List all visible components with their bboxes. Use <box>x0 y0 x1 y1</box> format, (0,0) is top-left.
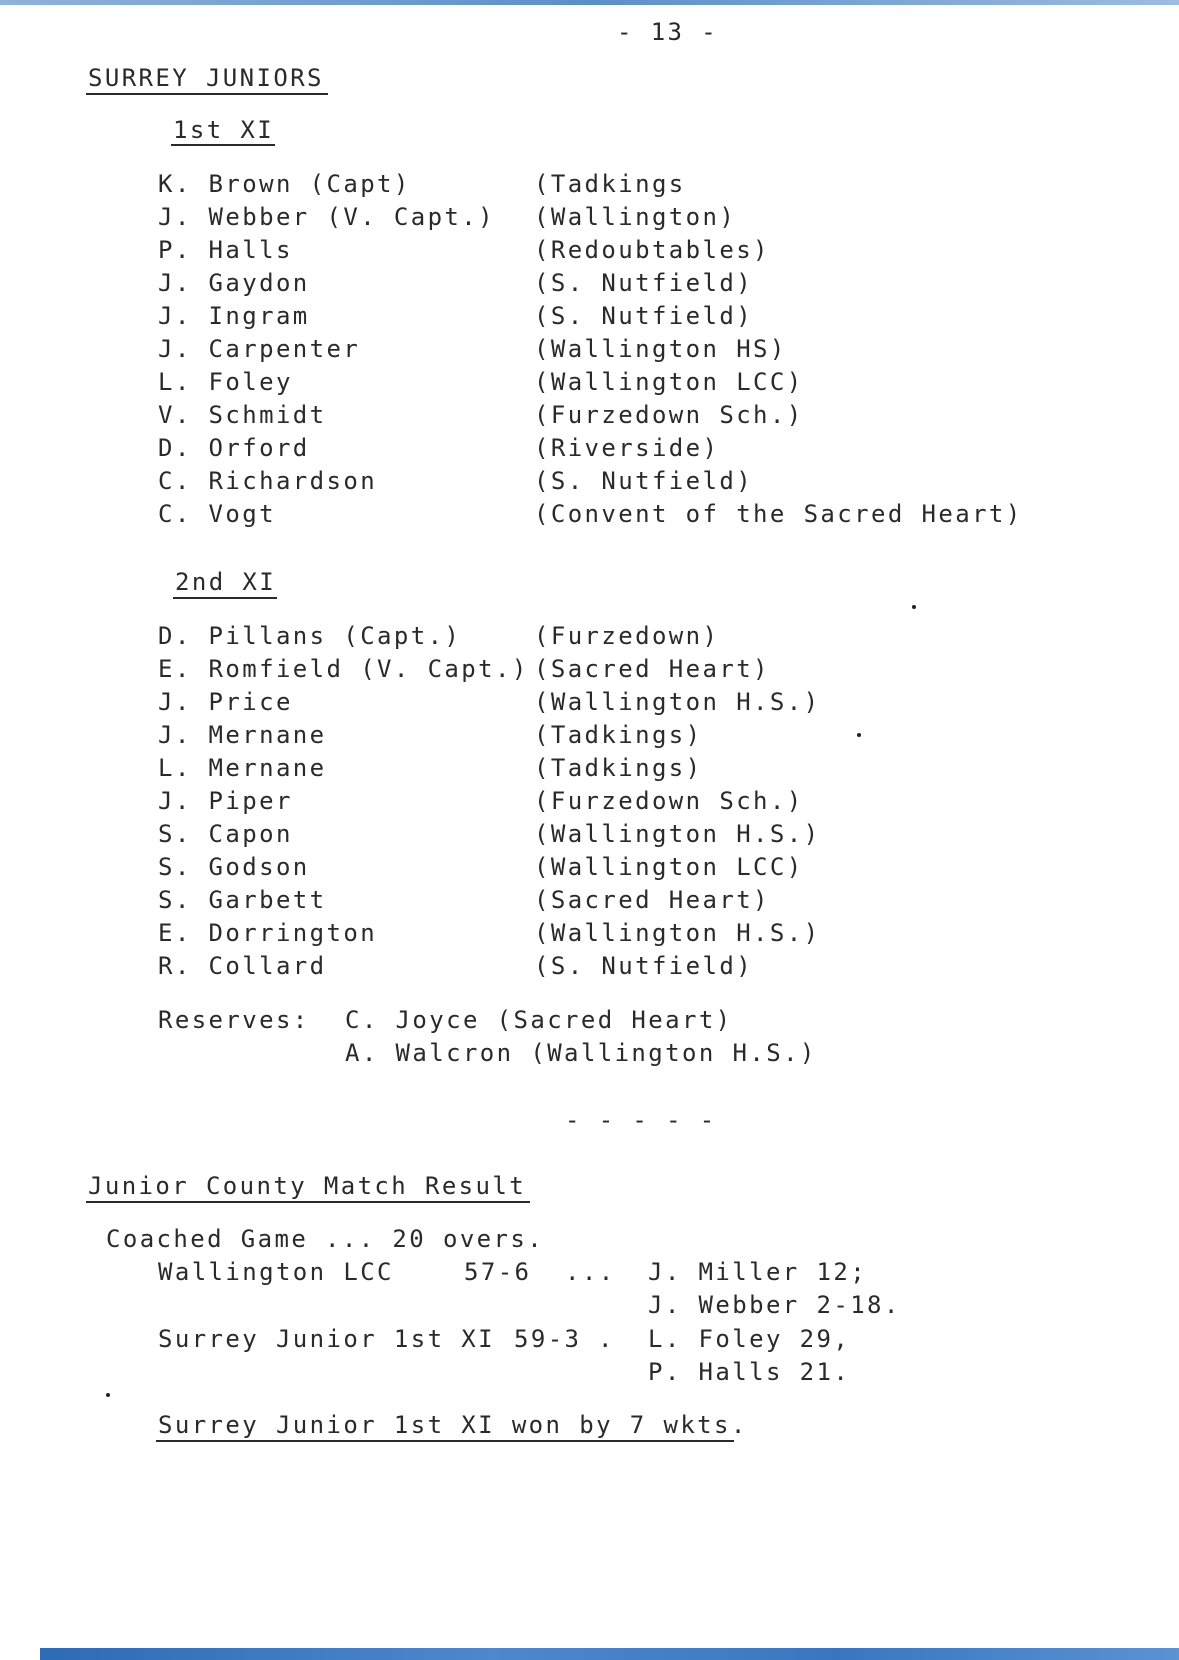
player-name: S. Godson <box>158 853 310 881</box>
player-name: V. Schmidt <box>158 401 327 429</box>
player-club: (Sacred Heart) <box>534 886 770 914</box>
match-heading-underline <box>86 1201 530 1203</box>
player-club: (Furzedown) <box>534 622 720 650</box>
player-club: (Tadkings <box>534 170 686 198</box>
player-name: J. Ingram <box>158 302 310 330</box>
ink-speck <box>857 733 861 737</box>
second-xi-title: 2nd XI <box>175 568 277 596</box>
player-name: L. Foley <box>158 368 293 396</box>
player-name: J. Webber (V. Capt.) <box>158 203 495 231</box>
player-name: J. Carpenter <box>158 335 361 363</box>
match-heading: Junior County Match Result <box>88 1172 527 1200</box>
player-name: J. Gaydon <box>158 269 310 297</box>
team-name: Wallington LCC <box>158 1258 394 1286</box>
player-club: (Wallington LCC) <box>534 368 804 396</box>
player-club: (Tadkings) <box>534 754 703 782</box>
player-name: E. Romfield (V. Capt.) <box>158 655 529 683</box>
player-club: (Tadkings) <box>534 721 703 749</box>
player-name: S. Capon <box>158 820 293 848</box>
performance-note: J. Miller 12; <box>648 1258 868 1286</box>
player-name: P. Halls <box>158 236 293 264</box>
player-name: E. Dorrington <box>158 919 378 947</box>
player-club: (Wallington H.S.) <box>534 820 821 848</box>
performance-note: L. Foley 29, <box>648 1325 851 1353</box>
performance-note: J. Webber 2-18. <box>648 1291 901 1319</box>
player-club: (Wallington LCC) <box>534 853 804 881</box>
player-name: L. Mernane <box>158 754 327 782</box>
player-name: C. Richardson <box>158 467 378 495</box>
player-club: (Riverside) <box>534 434 720 462</box>
section-heading: SURREY JUNIORS <box>88 64 324 92</box>
player-club: (Wallington H.S.) <box>534 919 821 947</box>
ink-speck <box>912 605 916 609</box>
score-dots: ... <box>565 1258 616 1286</box>
section-separator: - - - - - <box>565 1106 717 1134</box>
player-club: (Furzedown Sch.) <box>534 401 804 429</box>
player-club: (S. Nutfield) <box>534 467 754 495</box>
team-score: 59-3 <box>514 1325 582 1353</box>
bottom-page-edge <box>40 1648 1179 1660</box>
player-name: K. Brown (Capt) <box>158 170 411 198</box>
first-xi-title: 1st XI <box>173 116 275 144</box>
player-name: C. Vogt <box>158 500 276 528</box>
score-dots: . <box>598 1325 615 1353</box>
player-club: (S. Nutfield) <box>534 302 754 330</box>
player-club: (Sacred Heart) <box>534 655 770 683</box>
heading-underline <box>86 93 328 95</box>
player-name: J. Mernane <box>158 721 327 749</box>
reserve-entry: A. Walcron (Wallington H.S.) <box>345 1039 817 1067</box>
player-name: R. Collard <box>158 952 327 980</box>
reserve-entry: C. Joyce (Sacred Heart) <box>345 1006 733 1034</box>
player-club: (Wallington HS) <box>534 335 787 363</box>
top-page-edge <box>0 0 1179 5</box>
player-club: (Furzedown Sch.) <box>534 787 804 815</box>
second-xi-underline <box>173 597 277 599</box>
team-score: 57-6 <box>464 1258 532 1286</box>
game-description: Coached Game ... 20 overs. <box>106 1225 545 1253</box>
player-club: (S. Nutfield) <box>534 269 754 297</box>
ink-speck <box>106 1393 110 1397</box>
player-name: D. Pillans (Capt.) <box>158 622 462 650</box>
match-result-underline <box>156 1440 734 1442</box>
performance-note: P. Halls 21. <box>648 1358 851 1386</box>
player-club: (Redoubtables) <box>534 236 770 264</box>
first-xi-underline <box>171 144 275 146</box>
player-name: S. Garbett <box>158 886 327 914</box>
player-club: (S. Nutfield) <box>534 952 754 980</box>
match-result: Surrey Junior 1st XI won by 7 wkts. <box>158 1411 748 1439</box>
player-name: J. Price <box>158 688 293 716</box>
player-club: (Wallington) <box>534 203 737 231</box>
team-name: Surrey Junior 1st XI <box>158 1325 495 1353</box>
player-club: (Convent of the Sacred Heart) <box>534 500 1023 528</box>
player-name: D. Orford <box>158 434 310 462</box>
reserves-label: Reserves: <box>158 1006 310 1034</box>
player-name: J. Piper <box>158 787 293 815</box>
player-club: (Wallington H.S.) <box>534 688 821 716</box>
page-number: - 13 - <box>617 18 719 46</box>
